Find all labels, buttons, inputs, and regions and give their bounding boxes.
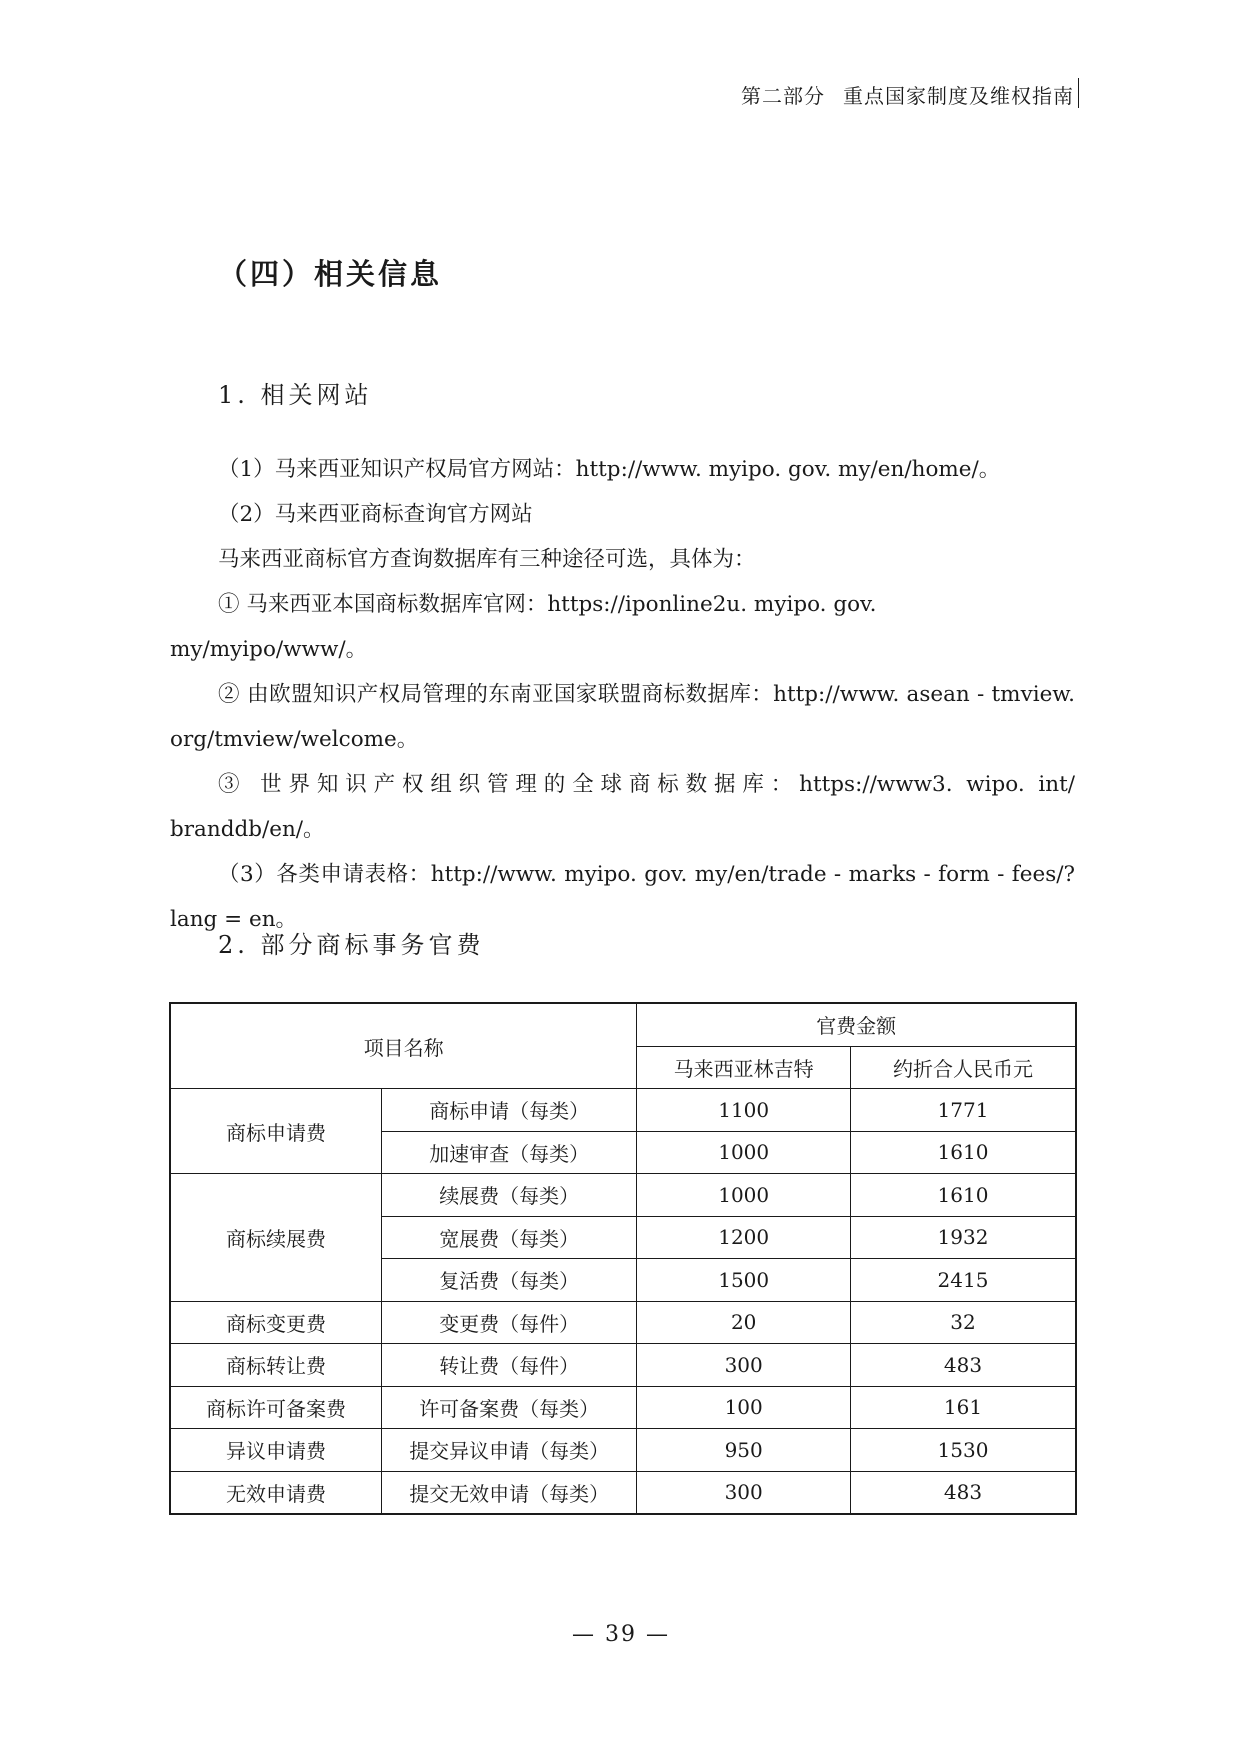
subheading-fees: 2. 部分商标事务官费 (218, 931, 485, 959)
table-header-row (170, 1003, 1076, 1046)
myr-cell: 1000 (637, 1131, 851, 1174)
rmb-cell: 1932 (850, 1216, 1076, 1259)
paragraph-ipo-website: （1）马来西亚知识产权局官方网站：http://www. myipo. gov. my/en/home/。 (218, 457, 1001, 482)
myr-cell: 1200 (637, 1216, 851, 1259)
paragraph-forms: （3）各类申请表格：http://www. myipo. gov. my/en/trade - marks - form - fees/? lang = en。 (170, 862, 1075, 932)
category-cell: 商标申请费 (170, 1089, 381, 1174)
rmb-cell: 1530 (850, 1429, 1076, 1472)
table-row (170, 1471, 1076, 1514)
table-row (170, 1089, 1076, 1132)
rmb-cell: 1610 (850, 1131, 1076, 1174)
table-row (170, 1344, 1076, 1387)
running-head-divider (1078, 78, 1079, 108)
item-cell: 复活费（每类） (381, 1259, 636, 1302)
item-cell: 变更费（每件） (381, 1301, 636, 1344)
page-number: — 39 — (572, 1622, 670, 1647)
running-head (741, 80, 1074, 109)
rmb-cell: 32 (850, 1301, 1076, 1344)
fee-table (169, 1002, 1077, 1515)
body-text (170, 447, 1075, 942)
myr-cell: 300 (637, 1471, 851, 1514)
header-item-name: 项目名称 (170, 1003, 637, 1089)
paragraph-search-options: 马来西亚商标官方查询数据库有三种途径可选，具体为： (218, 547, 756, 572)
item-cell: 提交无效申请（每类） (381, 1471, 636, 1514)
category-cell: 商标许可备案费 (170, 1386, 381, 1429)
header-rmb: 约折合人民币元 (850, 1046, 1076, 1089)
rmb-cell: 1610 (850, 1174, 1076, 1217)
category-cell: 无效申请费 (170, 1471, 381, 1514)
paragraph-option-3: ③ 世界知识产权组织管理的全球商标数据库：https://www3. wipo. int/ branddb/en/。 (170, 772, 1075, 842)
category-cell: 商标续展费 (170, 1174, 381, 1302)
header-myr: 马来西亚林吉特 (637, 1046, 851, 1089)
subheading-websites: 1. 相关网站 (218, 381, 373, 409)
category-cell: 商标转让费 (170, 1344, 381, 1387)
running-head-part: 第二部分 (741, 84, 825, 108)
myr-cell: 300 (637, 1344, 851, 1387)
category-cell: 异议申请费 (170, 1429, 381, 1472)
paragraph-tm-search: （2）马来西亚商标查询官方网站 (218, 502, 533, 527)
item-cell: 宽展费（每类） (381, 1216, 636, 1259)
table-row (170, 1301, 1076, 1344)
item-cell: 提交异议申请（每类） (381, 1429, 636, 1472)
paragraph-option-2: ② 由欧盟知识产权局管理的东南亚国家联盟商标数据库：http://www. asean - tmview. org/tmview/welcome。 (170, 682, 1075, 752)
item-cell: 续展费（每类） (381, 1174, 636, 1217)
running-head-chapter: 重点国家制度及维权指南 (843, 84, 1074, 108)
myr-cell: 950 (637, 1429, 851, 1472)
rmb-cell: 483 (850, 1344, 1076, 1387)
rmb-cell: 1771 (850, 1089, 1076, 1132)
header-fee-amount: 官费金额 (637, 1003, 1076, 1046)
rmb-cell: 483 (850, 1471, 1076, 1514)
myr-cell: 100 (637, 1386, 851, 1429)
myr-cell: 1000 (637, 1174, 851, 1217)
paragraph-option-1: ① 马来西亚本国商标数据库官网：https://iponline2u. myipo. gov. my/myipo/www/。 (170, 592, 877, 662)
myr-cell: 1500 (637, 1259, 851, 1302)
rmb-cell: 161 (850, 1386, 1076, 1429)
table-row (170, 1174, 1076, 1217)
item-cell: 商标申请（每类） (381, 1089, 636, 1132)
table-row (170, 1386, 1076, 1429)
myr-cell: 20 (637, 1301, 851, 1344)
category-cell: 商标变更费 (170, 1301, 381, 1344)
myr-cell: 1100 (637, 1089, 851, 1132)
table-row (170, 1429, 1076, 1472)
item-cell: 转让费（每件） (381, 1344, 636, 1387)
rmb-cell: 2415 (850, 1259, 1076, 1302)
item-cell: 许可备案费（每类） (381, 1386, 636, 1429)
item-cell: 加速审查（每类） (381, 1131, 636, 1174)
section-title: （四）相关信息 (218, 257, 443, 291)
